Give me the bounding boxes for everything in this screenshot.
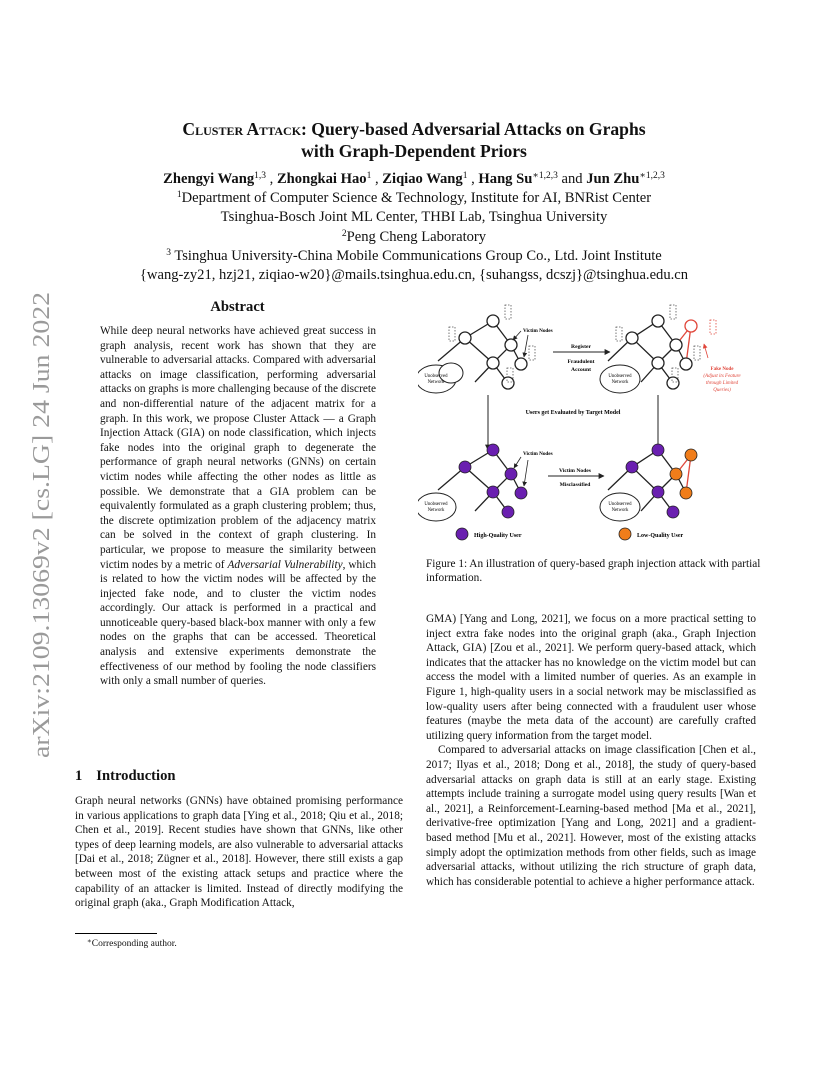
author-name: Jun Zhu <box>586 171 640 187</box>
title-smallcaps: Cluster Attack <box>182 119 302 139</box>
fig-label-fraudulent: Fraudulent <box>567 359 595 365</box>
figure-1-diagram <box>418 300 764 546</box>
graph-node <box>670 339 682 351</box>
graph-node <box>685 449 697 461</box>
author-name: Hang Su <box>478 171 533 187</box>
affil-2-text: Peng Cheng Laboratory <box>346 228 487 245</box>
graph-node <box>459 461 471 473</box>
abstract-text-cont: , which is related to how the victim nodes will be affected by the injected fake node, and to cluster the victim nodes accordingly. Our attack is performed in a practical and unnoticeable query-based black-box manner with only a few nodes on the graphs that can be accessed. Theoretical analysis and extensive experiments demonstrate the effectiveness of our method by fooling the node classifiers with only a small number of queries. <box>100 558 376 688</box>
fig-label-fake-adjust: (Adjust its Feature <box>703 374 741 379</box>
fig-label-victim: Victim Nodes <box>523 451 553 457</box>
graph-node <box>652 444 664 456</box>
fig-label-victim: Victim Nodes <box>523 328 553 334</box>
graph-top-left-nodes <box>459 315 527 389</box>
footnote-mark: ∗ <box>87 937 92 945</box>
graph-node <box>626 332 638 344</box>
intro-paragraph: Compared to adversarial attacks on image classification [Chen et al., 2017; Ilyas et al., 2018; Dong et al., 2018], the study of query-based adversarial attacks on graph data is still at an early stage. Existing attempts include training a surrogate model using query results [Wan et al., 2021], a Reinforcement-Learning-based method [Ma et al., 2021], derivative-free optimization [Yang and Long, 2021] and a gradient-based method [Mu et al., 2021]. However, most of the existing attacks simply adopt the optimization methods from other fields, such as image adversarial attacks, without utilizing the rich structure of graph data, which has considerable potential to achieve a higher performance attack. <box>426 744 756 888</box>
graph-node <box>487 486 499 498</box>
author-and: and <box>561 171 583 187</box>
fig-label-unobserved: Unobserved <box>424 374 448 379</box>
graph-node <box>502 506 514 518</box>
graph-node <box>670 468 682 480</box>
author-sup: 1 <box>366 171 372 181</box>
author-name: Zhengyi Wang <box>163 171 255 187</box>
fig-label-register: Register <box>571 344 591 350</box>
intro-paragraph: GMA) [Yang and Long, 2021], we focus on a more practical setting to inject extra fake nodes into the original graph (aka., Graph Injection Attack, GIA) [Zou et al., 2021]. We perform query-based attack, which indicates that the attacker has no knowledge on the victim model but can access the model with a limited number of queries. As an example in Figure 1, high-quality users in a social network may be misclassified as low-quality users after being connected with a fraudulent user whose features (maybe the meta data of the account) are carefully crafted utilizing query information from the target model. <box>426 613 756 742</box>
affil-sup: 1 <box>176 190 182 201</box>
affil-3-text: Tsinghua University-China Mobile Communications Group Co., Ltd. Joint Institute <box>174 247 662 264</box>
intro-right-column <box>426 612 756 889</box>
graph-node <box>652 486 664 498</box>
cloud-icon <box>600 493 640 521</box>
author-emails: {wang-zy21, hzj21, ziqiao-w20}@mails.tsinghua.edu.cn, {suhangss, dcszj}@tsinghua.edu.cn <box>139 267 689 284</box>
footnote <box>87 939 177 949</box>
fig-label-fake-adjust: through Limited <box>705 381 739 386</box>
graph-node <box>459 332 471 344</box>
title-line2: with Graph-Dependent Priors <box>301 140 527 161</box>
graph-node <box>652 357 664 369</box>
legend-low-quality-marker <box>619 528 631 540</box>
affiliation-1b: Tsinghua-Bosch Joint ML Center, THBI Lab, Tsinghua University <box>220 209 608 226</box>
graph-node <box>487 357 499 369</box>
cloud-icon <box>600 365 640 393</box>
fig-label-network: Network <box>611 380 629 385</box>
graph-node <box>505 339 517 351</box>
footnote-rule <box>75 933 157 934</box>
cloud-icon <box>418 493 456 521</box>
graph-node <box>502 377 514 389</box>
intro-left-column <box>75 794 403 911</box>
paper-title <box>60 119 768 162</box>
graph-node <box>667 506 679 518</box>
legend-high-quality: High-Quality User <box>474 533 522 539</box>
graph-node <box>515 358 527 370</box>
affiliation-1 <box>60 189 768 208</box>
graph-node <box>487 315 499 327</box>
author-block <box>60 170 768 285</box>
author-sup: 1,3 <box>254 171 266 181</box>
abstract-body <box>100 324 376 689</box>
fig-label-fake-node: Fake Node <box>710 367 734 372</box>
author-names: Zhengyi Wang$^{1,3}$ , Zhongkai Hao$^1$ , Ziqiao Wang$^1$ , Hang $Su^{∗1,2,3}$ and Jun Zhu$^{∗1,2,3}$ <box>163 171 665 187</box>
abstract-text: While deep neural networks have achieved great success in graph analysis, recent work has shown that they are vulnerable to adversarial attacks. Compared with adversarial attacks on image classification, performing adversarial attacks on graphs is more challenging because of the discrete and non-differential nature of the adjacent matrix for a graph. In this work, we propose Cluster Attack — a Graph Injection Attack (GIA) on node classification, which injects fake nodes into the original graph to degenerate the performance of graph neural networks (GNNs) on certain victim nodes while affecting the other nodes as little as possible. We demonstrate that a GIA problem can be equivalently formulated as a graph clustering problem; thus, the discrete optimization problem of the adjacency matrix can be solved in the context of graph clustering. In particular, we propose to measure the similarity between victim nodes by a metric of <box>100 325 376 571</box>
graph-node <box>626 461 638 473</box>
fig-label-network: Network <box>427 508 445 513</box>
fig-label-network: Network <box>611 508 629 513</box>
title-line1: : Query-based Adversarial Attacks on Graphs <box>301 119 646 139</box>
section-number: 1 <box>75 768 83 784</box>
fig-label-fake-adjust: Queries) <box>713 388 731 393</box>
fig-label-unobserved: Unobserved <box>608 374 632 379</box>
author-name: Ziqiao Wang <box>382 171 463 187</box>
fig-label-misclassified: Misclassified <box>559 482 591 488</box>
fig-label-evaluated: Users get Evaluated by Target Model <box>525 410 621 416</box>
legend-low-quality: Low-Quality User <box>637 533 684 539</box>
affil-1-text: Department of Computer Science & Technology, Institute for AI, BNRist Center <box>181 190 652 207</box>
fig-label-unobserved: Unobserved <box>424 502 448 507</box>
section-title: Introduction <box>96 768 176 784</box>
graph-node <box>505 468 517 480</box>
intro-paragraph: Graph neural networks (GNNs) have obtained promising performance in various applications to graph data [Ying et al., 2018; Qiu et al., 2018; Chen et al., 2019]. Recent studies have shown that GNNs, like other types of deep learning models, are also vulnerable to adversarial attacks [Dai et al., 2018; Zügner et al., 2018]. However, there still exists a gap between most of the existing attack setups and practice where the capability of an attacker is limited. Instead of directly modifying the original graph (aka., Graph Modification Attack, <box>75 795 403 910</box>
author-name: Zhongkai Hao <box>276 171 367 187</box>
graph-node <box>667 377 679 389</box>
author-sup: 1 <box>462 171 468 181</box>
graph-node <box>652 315 664 327</box>
footnote-text: Corresponding author. <box>91 939 177 949</box>
figure-caption: Figure 1: An illustration of query-based graph injection attack with partial information. <box>426 558 761 584</box>
fake-node <box>685 320 697 332</box>
affiliation-3 <box>60 247 768 266</box>
fig-label-victim-mid: Victim Nodes <box>559 468 591 474</box>
fake-feature-box <box>710 320 716 334</box>
affiliation-2 <box>60 228 768 247</box>
graph-node <box>680 358 692 370</box>
fig-label-account: Account <box>571 367 591 373</box>
author-sup: ∗1,2,3 <box>532 171 558 181</box>
fig-label-network: Network <box>427 380 445 385</box>
section-heading-introduction <box>75 768 176 785</box>
fig-label-unobserved: Unobserved <box>608 502 632 507</box>
author-sup: ∗1,2,3 <box>639 171 665 181</box>
graph-node <box>487 444 499 456</box>
abstract-heading: Abstract <box>210 299 265 315</box>
legend-high-quality-marker <box>456 528 468 540</box>
arxiv-side-stamp <box>25 290 55 760</box>
graph-node <box>680 487 692 499</box>
abstract-emphasis: Adversarial Vulnerability <box>227 558 343 571</box>
affil-sup: 3 <box>166 247 171 258</box>
graph-bottom-left-nodes <box>459 444 527 518</box>
arxiv-id-text: arXiv:2109.13069v2 [cs.LG] 24 Jun 2022 <box>29 355 55 758</box>
affil-sup: 2 <box>341 228 347 239</box>
figure-1 <box>418 300 764 546</box>
graph-node <box>515 487 527 499</box>
